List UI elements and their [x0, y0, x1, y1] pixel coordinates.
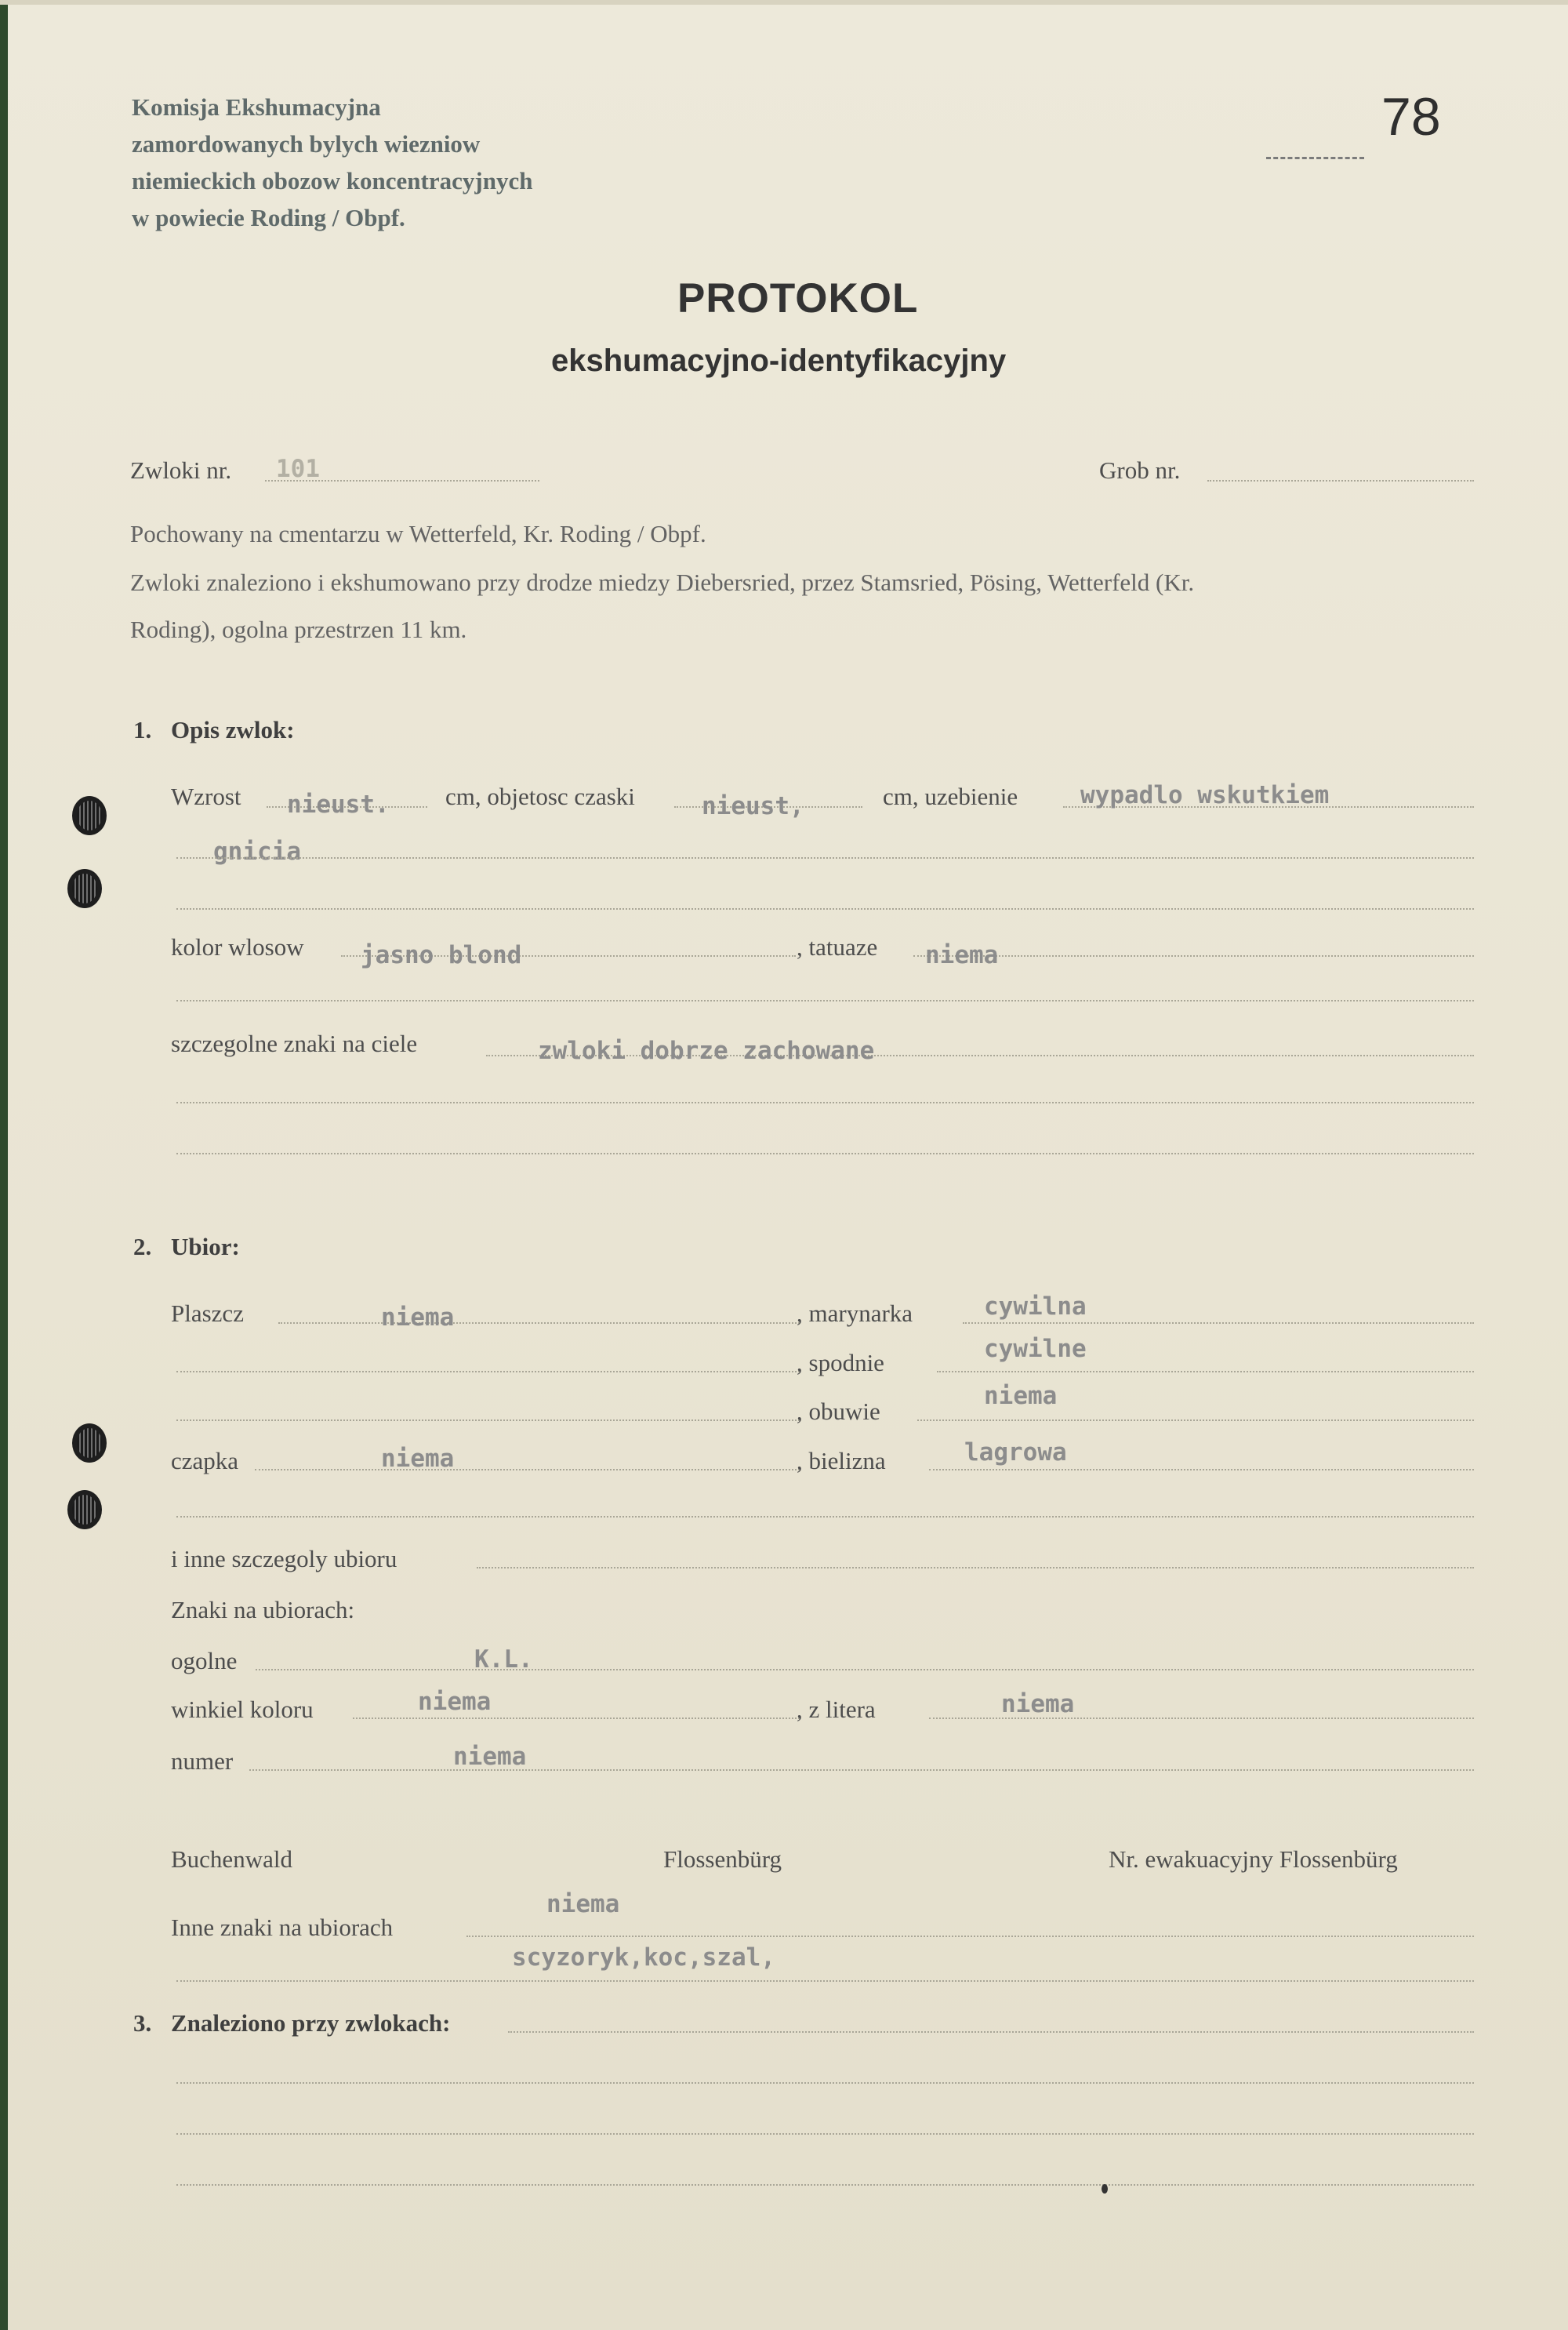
burial-distance: Roding), ogolna przestrzen 11 km.	[130, 616, 467, 643]
kolor-value: jasno blond	[361, 941, 522, 969]
commission-header	[132, 89, 532, 236]
wzrost-value: nieust.	[287, 791, 390, 819]
plaszcz-label: Plaszcz	[171, 1299, 244, 1327]
section3-heading: Znaleziono przy zwlokach:	[171, 2009, 451, 2037]
uzebienie-label: cm, uzebienie	[883, 783, 1018, 810]
fill-line	[937, 1371, 1474, 1372]
page-number: 78	[1381, 87, 1441, 147]
wzrost-label: Wzrost	[171, 783, 241, 810]
inne-znaki-value-2: scyzoryk,koc,szal,	[512, 1943, 775, 1972]
fill-line	[929, 1469, 1474, 1470]
fill-line	[256, 1669, 1474, 1670]
ogolne-value: K.L.	[474, 1645, 533, 1674]
punch-hole	[72, 1423, 107, 1463]
inne-znaki-value-1: niema	[546, 1890, 620, 1918]
fill-line	[176, 1102, 1474, 1103]
fill-line	[278, 1322, 800, 1324]
fill-line	[176, 1371, 800, 1372]
znaki-ubiorach-label: Znaki na ubiorach:	[171, 1596, 355, 1623]
section2-heading: Ubior:	[171, 1233, 240, 1260]
z-litera-label: , z litera	[797, 1696, 876, 1723]
punch-hole	[67, 869, 102, 908]
grob-label: Grob nr.	[1099, 456, 1181, 484]
page-top-edge	[0, 0, 1568, 5]
stamp-mark	[1266, 157, 1364, 159]
fill-line	[508, 2031, 1474, 2033]
czaszka-label: cm, objetosc czaski	[445, 783, 635, 810]
czapka-value: niema	[381, 1445, 455, 1473]
camp-flossenburg: Flossenbürg	[663, 1845, 782, 1873]
obuwie-label: , obuwie	[797, 1398, 880, 1425]
numer-label: numer	[171, 1747, 234, 1775]
znaki-ciala-value: zwloki dobrze zachowane	[538, 1037, 875, 1065]
fill-line	[265, 480, 539, 482]
uzebienie-value: wypadlo wskutkiem	[1080, 781, 1330, 809]
obuwie-value: niema	[984, 1382, 1058, 1410]
burial-route: Zwloki znaleziono i ekshumowano przy drodze miedzy Diebersried, przez Stamsried, Pösing, Wetterfeld (Kr.	[130, 569, 1195, 596]
marynarka-label: , marynarka	[797, 1299, 913, 1327]
ogolne-label: ogolne	[171, 1647, 238, 1674]
winkiel-value: niema	[418, 1688, 492, 1716]
evacuation-number-label: Nr. ewakuacyjny Flossenbürg	[1109, 1845, 1398, 1873]
fill-line	[353, 1718, 800, 1719]
page-edge	[0, 0, 8, 2330]
winkiel-label: winkiel koloru	[171, 1696, 314, 1723]
header-line: w powiecie Roding / Obpf.	[132, 204, 405, 231]
fill-line	[249, 1769, 1474, 1771]
header-line: niemieckich obozow koncentracyjnych	[132, 167, 533, 194]
fill-line	[176, 2184, 1474, 2186]
spodnie-label: , spodnie	[797, 1349, 884, 1376]
page-title: PROTOKOL	[677, 275, 919, 322]
numer-value: niema	[453, 1743, 527, 1771]
section1-number: 1.	[133, 716, 152, 743]
z-litera-value: niema	[1001, 1690, 1075, 1718]
zwloki-value: 101	[276, 455, 320, 483]
zwloki-label: Zwloki nr.	[130, 456, 232, 484]
ink-speck	[1102, 2184, 1108, 2194]
burial-place: Pochowany na cmentarzu w Wetterfeld, Kr. Roding / Obpf.	[130, 520, 706, 547]
section3-number: 3.	[133, 2009, 152, 2037]
fill-line	[176, 1419, 800, 1421]
tatuaze-label: , tatuaze	[797, 933, 878, 961]
fill-line	[466, 1936, 1474, 1937]
fill-line	[255, 1469, 800, 1470]
fill-line	[963, 1322, 1474, 1324]
spodnie-value: cywilne	[984, 1335, 1087, 1363]
section1-heading: Opis zwlok:	[171, 716, 295, 743]
czaszka-value: nieust,	[702, 792, 804, 820]
camp-buchenwald: Buchenwald	[171, 1845, 292, 1873]
bielizna-value: lagrowa	[964, 1438, 1067, 1467]
fill-line	[477, 1567, 1474, 1568]
fill-line	[176, 908, 1474, 910]
page-subtitle: ekshumacyjno-identyfikacyjny	[551, 344, 1007, 378]
inne-szczegoly-label: i inne szczegoly ubioru	[171, 1545, 397, 1572]
fill-line	[176, 1153, 1474, 1154]
header-line: Komisja Ekshumacyjna	[132, 93, 381, 121]
plaszcz-value: niema	[381, 1303, 455, 1332]
fill-line	[176, 1000, 1474, 1001]
fill-line	[176, 2082, 1474, 2084]
fill-line	[176, 2133, 1474, 2135]
bielizna-label: , bielizna	[797, 1447, 886, 1474]
fill-line	[917, 1419, 1474, 1421]
znaki-ciala-label: szczegolne znaki na ciele	[171, 1030, 418, 1057]
section2-number: 2.	[133, 1233, 152, 1260]
fill-line	[176, 857, 1474, 859]
punch-hole	[72, 796, 107, 835]
fill-line	[176, 1980, 1474, 1982]
czapka-label: czapka	[171, 1447, 239, 1474]
header-line: zamordowanych bylych wiezniow	[132, 130, 481, 158]
fill-line	[1207, 480, 1474, 482]
tatuaze-value: niema	[925, 941, 999, 969]
kolor-label: kolor wlosow	[171, 933, 304, 961]
inne-znaki-label: Inne znaki na ubiorach	[171, 1914, 394, 1941]
punch-hole	[67, 1490, 102, 1529]
fill-line	[176, 1516, 1474, 1518]
marynarka-value: cywilna	[984, 1292, 1087, 1321]
uzebienie-value-cont: gnicia	[213, 838, 301, 866]
